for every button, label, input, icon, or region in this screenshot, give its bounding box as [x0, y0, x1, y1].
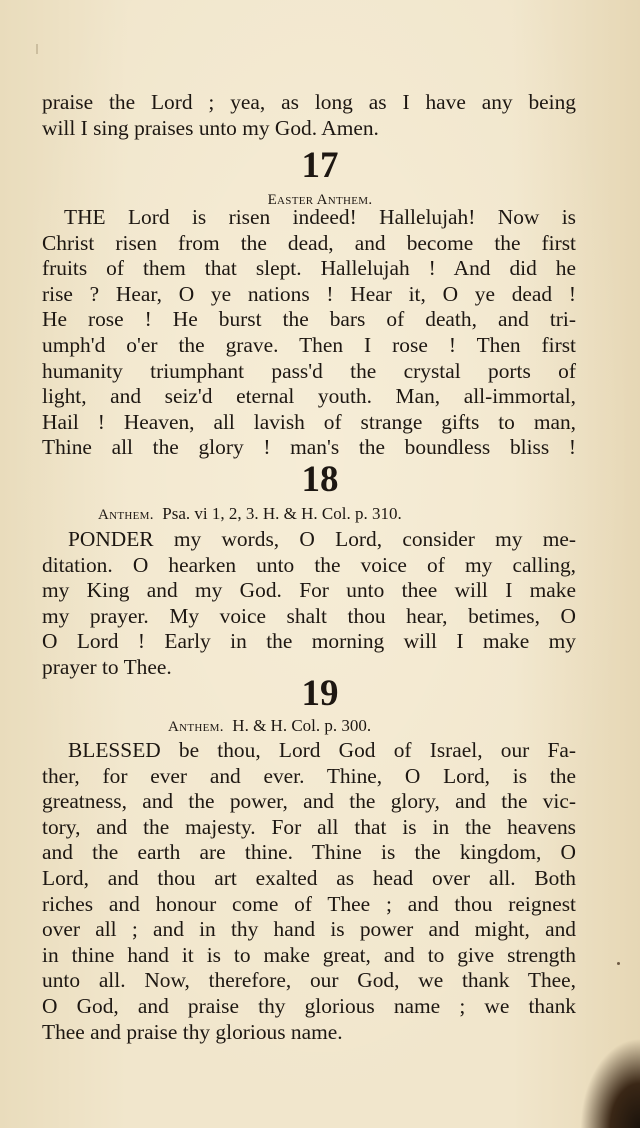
text-line: ditation. O hearken unto the voice of my calling,: [42, 552, 576, 577]
text-line: light, and seiz'd eternal youth. Man, all-immortal,: [42, 384, 576, 409]
hymn-text: [42, 205, 576, 461]
text-line: praise the Lord ; yea, as long as I have any being: [42, 90, 576, 114]
intro-text: [42, 90, 576, 141]
text-line: unto all. Now, therefore, our God, we thank Thee,: [42, 968, 576, 993]
text-line: Hail ! Heaven, all lavish of strange gifts to man,: [42, 409, 576, 434]
text-line: umph'd o'er the grave. Then I rose ! Then first: [42, 332, 576, 357]
text-line: riches and honour come of Thee ; and thou reignest: [42, 891, 576, 916]
hymn-text: [42, 738, 576, 1045]
hymn-heading: [98, 504, 402, 525]
hymn-heading: [168, 716, 371, 737]
text-line: and the earth are thine. Thine is the kingdom, O: [42, 840, 576, 865]
page-speck: [36, 44, 38, 54]
text-line: my King and my God. For unto thee will I make: [42, 578, 576, 603]
heading-reference: H. & H. Col. p. 300.: [232, 716, 372, 735]
hymn-number: 19: [301, 673, 339, 714]
heading-label: Anthem.: [168, 719, 224, 735]
text-line: greatness, and the power, and the glory, and the vic-: [42, 789, 576, 814]
text-line: humanity triumphant pass'd the crystal ports of: [42, 358, 576, 383]
heading-label: Anthem.: [98, 507, 154, 523]
text-line: prayer to Thee.: [42, 654, 172, 679]
text-line: He rose ! He burst the bars of death, and tri-: [42, 307, 576, 332]
text-line: over all ; and in thy hand is power and might, and: [42, 917, 576, 942]
hymn-heading: Easter Anthem.: [267, 192, 373, 208]
text-line: BLESSED be thou, Lord God of Israel, our Fa-: [68, 738, 576, 762]
text-line: O Lord ! Early in the morning will I make my: [42, 629, 576, 654]
text-line: Christ risen from the dead, and become the first: [42, 230, 576, 255]
text-line: Thine all the glory ! man's the boundless bliss !: [42, 435, 576, 460]
page-corner-shadow: [580, 1038, 640, 1128]
ink-speck: [617, 962, 620, 965]
text-line: tory, and the majesty. For all that is in the heavens: [42, 814, 576, 839]
text-line: O God, and praise thy glorious name ; we thank: [42, 993, 576, 1018]
text-line: Lord, and thou art exalted as head over all. Both: [42, 865, 576, 890]
text-line: PONDER my words, O Lord, consider my me-: [68, 527, 576, 551]
text-line: ther, for ever and ever. Thine, O Lord, is the: [42, 763, 576, 788]
text-line: Thee and praise thy glorious name.: [42, 1019, 343, 1044]
heading-reference: Psa. vi 1, 2, 3. H. & H. Col. p. 310.: [162, 504, 402, 523]
text-line: THE Lord is risen indeed! Hallelujah! Now is: [64, 205, 576, 229]
hymn-number: 17: [301, 145, 339, 186]
hymn-number: 18: [301, 459, 339, 500]
hymn-text: [42, 527, 576, 681]
text-line: rise ? Hear, O ye nations ! Hear it, O ye dead !: [42, 281, 576, 306]
text-line: fruits of them that slept. Hallelujah ! And did he: [42, 256, 576, 281]
text-line: will I sing praises unto my God. Amen.: [42, 115, 379, 140]
text-line: my prayer. My voice shalt thou hear, betimes, O: [42, 603, 576, 628]
text-line: in thine hand it is to make great, and to give strength: [42, 942, 576, 967]
